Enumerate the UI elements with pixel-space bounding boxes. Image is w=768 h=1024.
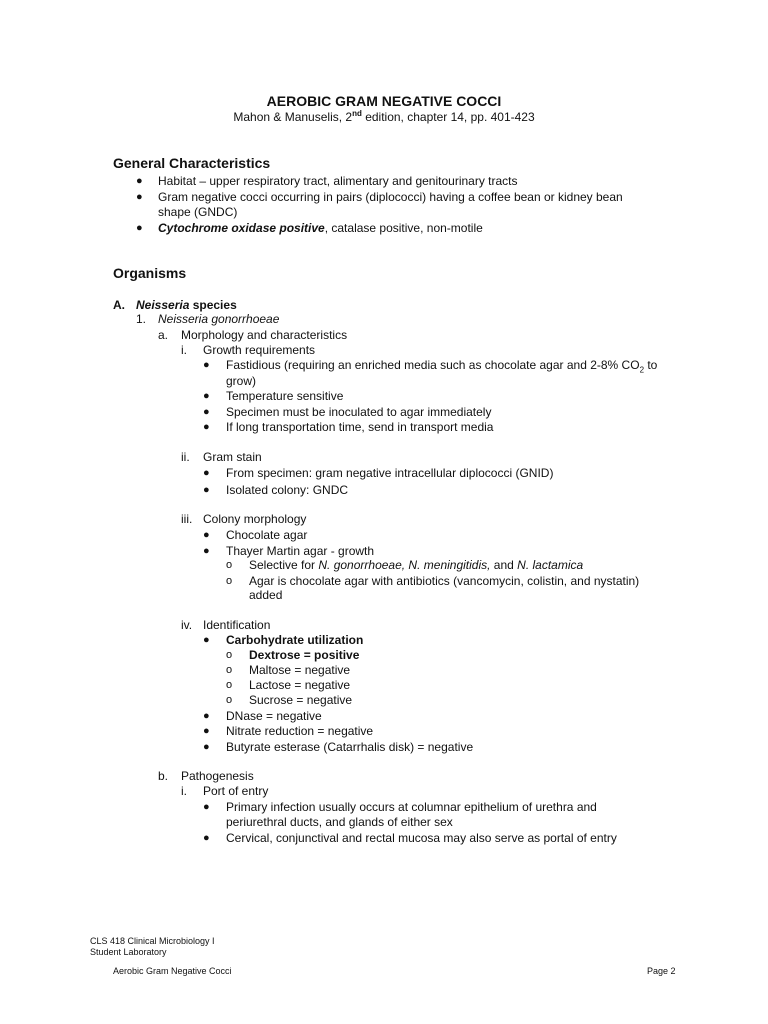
growth-inoculate: Specimen must be inoculated to agar immediately [226,405,492,419]
circle-bullet-icon: o [226,664,233,676]
gram-stain-specimen: From specimen: gram negative intracellular diplococci (GNID) [226,466,554,480]
roman-iv-label: Identification [203,618,271,632]
id-carbohydrate: Carbohydrate utilization [226,633,364,647]
thayer-selective [249,558,583,572]
bullet-icon: ● [203,529,210,541]
selective-and: and [490,558,518,572]
general-bullet-gram-line1: Gram negative cocci occurring in pairs (diplococci) having a coffee bean or kidney bean [158,190,623,204]
item-1-marker: 1. [136,312,147,326]
general-bullet-gram-line2: shape (GNDC) [158,205,238,219]
bullet-icon: ● [203,467,210,479]
footer-page-number: Page 2 [647,966,676,976]
bullet-icon: ● [203,421,210,433]
item-1-organism: Neisseria gonorrhoeae [158,312,280,326]
bullet-icon: ● [203,406,210,418]
circle-bullet-icon: o [226,679,233,691]
thayer-antibiotics-line2: added [249,588,283,602]
id-nitrate: Nitrate reduction = negative [226,724,374,738]
growth-transport: If long transportation time, send in transport media [226,420,494,434]
bullet-icon: ● [203,725,210,737]
circle-bullet-icon: o [226,694,233,706]
roman-iii-marker: iii. [181,512,193,526]
circle-bullet-icon: o [226,559,233,571]
colony-thayer-martin: Thayer Martin agar - growth [226,544,375,558]
entry-mucosa: Cervical, conjunctival and rectal mucosa may also serve as portal of entry [226,831,617,845]
page-subtitle [0,110,768,124]
bullet-icon: ● [203,634,210,646]
sub-b-label: Pathogenesis [181,769,254,783]
id-dextrose: Dextrose = positive [249,648,360,662]
general-bullet-oxidase [158,221,483,235]
subtitle-text: Mahon & Manuselis, 2 [233,110,353,124]
section-a-marker: A. [113,298,125,312]
oxidase-rest: , catalase positive, non-motile [324,221,483,235]
sub-a-marker: a. [158,328,169,342]
organisms-heading: Organisms [113,265,187,281]
bullet-icon: ● [203,390,210,402]
bullet-icon: ● [203,710,210,722]
species-text: species [189,298,237,312]
roman-i-label-b: Port of entry [203,784,269,798]
bullet-icon: ● [203,545,210,557]
footer-lab: Student Laboratory [90,947,167,957]
id-sucrose: Sucrose = negative [249,693,353,707]
section-a-title [136,298,237,312]
id-maltose: Maltose = negative [249,663,351,677]
roman-iii-label: Colony morphology [203,512,307,526]
selective-lactamica: N. lactamica [517,558,584,572]
neisseria-genus: Neisseria [136,298,190,312]
sub-b-marker: b. [158,769,169,783]
bullet-icon: ● [203,359,210,371]
page-title: AEROBIC GRAM NEGATIVE COCCI [266,93,502,109]
general-heading: General Characteristics [113,155,271,171]
id-butyrate: Butyrate esterase (Catarrhalis disk) = negative [226,740,474,754]
subtitle-text-rest: edition, chapter 14, pp. 401-423 [361,110,535,124]
roman-i-label: Growth requirements [203,343,316,357]
co2-subscript: 2 [639,365,645,375]
roman-ii-marker: ii. [181,450,190,464]
sub-a-label: Morphology and characteristics [181,328,348,342]
circle-bullet-icon: o [226,575,233,587]
roman-i-marker: i. [181,343,187,357]
bullet-icon: ● [203,741,210,753]
fastidious-text: Fastidious (requiring an enriched media such as chocolate agar and 2-8% CO [226,358,640,372]
roman-i-marker-b: i. [181,784,187,798]
oxidase-emphasis: Cytochrome oxidase positive [158,221,325,235]
id-lactose: Lactose = negative [249,678,351,692]
selective-text: Selective for [249,558,319,572]
gram-stain-colony: Isolated colony: GNDC [226,483,349,497]
footer-course: CLS 418 Clinical Microbiology I [90,936,215,946]
fastidious-text-end: to [644,358,658,372]
bullet-icon: ● [203,832,210,844]
growth-temperature: Temperature sensitive [226,389,344,403]
bullet-icon: ● [136,191,143,203]
thayer-antibiotics-line1: Agar is chocolate agar with antibiotics (vancomycin, colistin, and nystatin) [249,574,640,588]
growth-fastidious-line1 [226,358,658,375]
circle-bullet-icon: o [226,649,233,661]
general-bullet-habitat: Habitat – upper respiratory tract, alimentary and genitourinary tracts [158,174,518,188]
bullet-icon: ● [203,484,210,496]
footer-doc-title: Aerobic Gram Negative Cocci [113,966,232,976]
colony-chocolate: Chocolate agar [226,528,308,542]
selective-organisms: N. gonorrhoeae, N. meningitidis, [318,558,491,572]
entry-primary-line1: Primary infection usually occurs at columnar epithelium of urethra and [226,800,597,814]
id-dnase: DNase = negative [226,709,322,723]
roman-iv-marker: iv. [181,618,193,632]
roman-ii-label: Gram stain [203,450,262,464]
bullet-icon: ● [136,222,143,234]
entry-primary-line2: periurethral ducts, and glands of either sex [226,815,453,829]
growth-fastidious-line2: grow) [226,374,257,388]
bullet-icon: ● [136,175,143,187]
subtitle-superscript: nd [352,109,362,118]
bullet-icon: ● [203,801,210,813]
